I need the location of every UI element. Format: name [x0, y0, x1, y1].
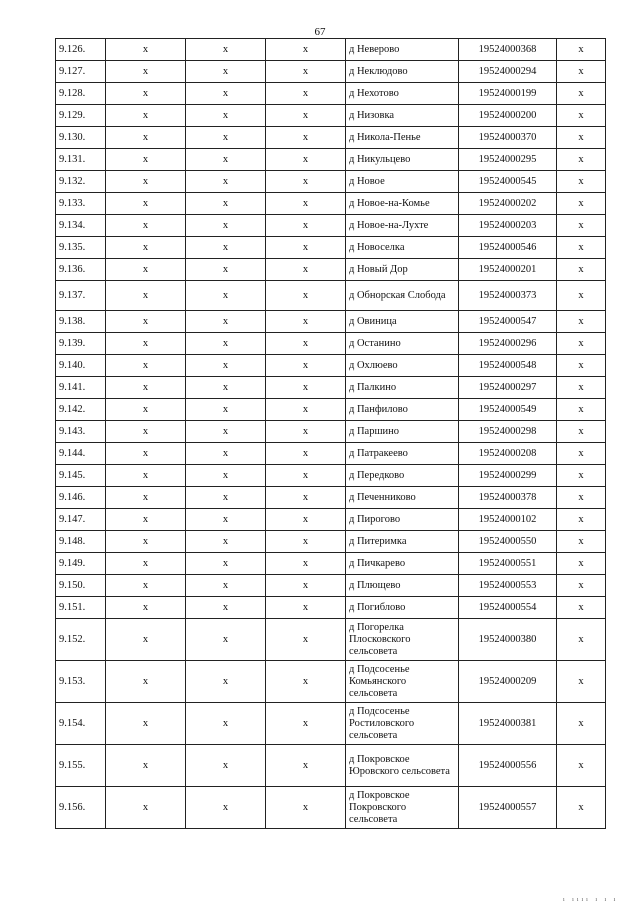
cell-mark-3: х	[266, 661, 346, 703]
cell-mark-1: х	[106, 399, 186, 421]
cell-mark-4: х	[557, 553, 606, 575]
row-number: 9.153.	[56, 661, 106, 703]
cell-mark-1: х	[106, 355, 186, 377]
cell-mark-4: х	[557, 531, 606, 553]
cell-mark-4: х	[557, 355, 606, 377]
oktmo-code: 19524000298	[459, 421, 557, 443]
cell-mark-1: х	[106, 237, 186, 259]
cell-mark-3: х	[266, 83, 346, 105]
table-row	[56, 703, 606, 745]
cell-mark-4: х	[557, 619, 606, 661]
cell-mark-2: х	[186, 553, 266, 575]
table-row	[56, 531, 606, 553]
cell-mark-2: х	[186, 105, 266, 127]
cell-mark-3: х	[266, 465, 346, 487]
row-number: 9.139.	[56, 333, 106, 355]
cell-mark-2: х	[186, 465, 266, 487]
row-number: 9.147.	[56, 509, 106, 531]
cell-mark-2: х	[186, 83, 266, 105]
settlement-name: д Покровское Покровского сельсовета	[346, 787, 459, 829]
oktmo-code: 19524000200	[459, 105, 557, 127]
table-row	[56, 281, 606, 311]
cell-mark-4: х	[557, 575, 606, 597]
cell-mark-4: х	[557, 597, 606, 619]
settlement-name: д Пирогово	[346, 509, 459, 531]
settlement-name: д Покровское Юровского сельсовета	[346, 745, 459, 787]
table-row	[56, 149, 606, 171]
cell-mark-3: х	[266, 787, 346, 829]
cell-mark-2: х	[186, 443, 266, 465]
cell-mark-4: х	[557, 787, 606, 829]
cell-mark-2: х	[186, 619, 266, 661]
row-number: 9.152.	[56, 619, 106, 661]
cell-mark-3: х	[266, 421, 346, 443]
oktmo-code: 19524000546	[459, 237, 557, 259]
table-row	[56, 193, 606, 215]
row-number: 9.133.	[56, 193, 106, 215]
cell-mark-3: х	[266, 311, 346, 333]
cell-mark-4: х	[557, 703, 606, 745]
row-number: 9.154.	[56, 703, 106, 745]
cell-mark-1: х	[106, 421, 186, 443]
row-number: 9.129.	[56, 105, 106, 127]
cell-mark-1: х	[106, 311, 186, 333]
table-row	[56, 333, 606, 355]
cell-mark-2: х	[186, 281, 266, 311]
cell-mark-2: х	[186, 355, 266, 377]
settlement-name: д Погиблово	[346, 597, 459, 619]
row-number: 9.146.	[56, 487, 106, 509]
cell-mark-2: х	[186, 237, 266, 259]
row-number: 9.140.	[56, 355, 106, 377]
cell-mark-4: х	[557, 661, 606, 703]
cell-mark-1: х	[106, 127, 186, 149]
oktmo-code: 19524000373	[459, 281, 557, 311]
cell-mark-1: х	[106, 661, 186, 703]
oktmo-code: 19524000547	[459, 311, 557, 333]
oktmo-code: 19524000299	[459, 465, 557, 487]
cell-mark-3: х	[266, 443, 346, 465]
row-number: 9.135.	[56, 237, 106, 259]
table-row	[56, 377, 606, 399]
table-row	[56, 575, 606, 597]
row-number: 9.136.	[56, 259, 106, 281]
cell-mark-1: х	[106, 465, 186, 487]
cell-mark-1: х	[106, 105, 186, 127]
table-row	[56, 259, 606, 281]
row-number: 9.126.	[56, 39, 106, 61]
cell-mark-3: х	[266, 377, 346, 399]
settlement-name: д Останино	[346, 333, 459, 355]
oktmo-code: 19524000368	[459, 39, 557, 61]
cell-mark-4: х	[557, 193, 606, 215]
row-number: 9.141.	[56, 377, 106, 399]
cell-mark-4: х	[557, 127, 606, 149]
cell-mark-2: х	[186, 787, 266, 829]
cell-mark-1: х	[106, 745, 186, 787]
cell-mark-3: х	[266, 237, 346, 259]
cell-mark-4: х	[557, 487, 606, 509]
cell-mark-1: х	[106, 509, 186, 531]
cell-mark-3: х	[266, 61, 346, 83]
oktmo-code: 19524000370	[459, 127, 557, 149]
settlement-name: д Никола-Пенье	[346, 127, 459, 149]
settlement-name: д Подсосенье Комьянского сельсовета	[346, 661, 459, 703]
cell-mark-1: х	[106, 149, 186, 171]
settlement-name: д Пичкарево	[346, 553, 459, 575]
cell-mark-1: х	[106, 619, 186, 661]
cell-mark-1: х	[106, 333, 186, 355]
cell-mark-4: х	[557, 149, 606, 171]
table-row	[56, 787, 606, 829]
cell-mark-2: х	[186, 509, 266, 531]
cell-mark-4: х	[557, 465, 606, 487]
cell-mark-4: х	[557, 61, 606, 83]
oktmo-code: 19524000295	[459, 149, 557, 171]
row-number: 9.128.	[56, 83, 106, 105]
cell-mark-2: х	[186, 193, 266, 215]
row-number: 9.131.	[56, 149, 106, 171]
settlement-name: д Новое	[346, 171, 459, 193]
row-number: 9.132.	[56, 171, 106, 193]
table-body	[56, 39, 606, 829]
cell-mark-4: х	[557, 509, 606, 531]
row-number: 9.148.	[56, 531, 106, 553]
cell-mark-2: х	[186, 215, 266, 237]
oktmo-code: 19524000557	[459, 787, 557, 829]
cell-mark-2: х	[186, 39, 266, 61]
cell-mark-2: х	[186, 575, 266, 597]
cell-mark-2: х	[186, 745, 266, 787]
table-row	[56, 311, 606, 333]
cell-mark-2: х	[186, 127, 266, 149]
table-row	[56, 83, 606, 105]
table-row	[56, 39, 606, 61]
cell-mark-1: х	[106, 487, 186, 509]
row-number: 9.150.	[56, 575, 106, 597]
scan-marks: ı ıııı ı ı ı	[563, 897, 619, 903]
row-number: 9.137.	[56, 281, 106, 311]
cell-mark-2: х	[186, 421, 266, 443]
settlement-name: д Никульцево	[346, 149, 459, 171]
cell-mark-3: х	[266, 531, 346, 553]
oktmo-code: 19524000102	[459, 509, 557, 531]
row-number: 9.134.	[56, 215, 106, 237]
cell-mark-3: х	[266, 171, 346, 193]
table-row	[56, 215, 606, 237]
oktmo-code: 19524000208	[459, 443, 557, 465]
cell-mark-4: х	[557, 215, 606, 237]
cell-mark-1: х	[106, 215, 186, 237]
row-number: 9.144.	[56, 443, 106, 465]
row-number: 9.145.	[56, 465, 106, 487]
oktmo-code: 19524000554	[459, 597, 557, 619]
cell-mark-4: х	[557, 399, 606, 421]
cell-mark-3: х	[266, 333, 346, 355]
settlement-name: д Новое-на-Комье	[346, 193, 459, 215]
cell-mark-1: х	[106, 377, 186, 399]
cell-mark-3: х	[266, 149, 346, 171]
oktmo-code: 19524000378	[459, 487, 557, 509]
table-row	[56, 237, 606, 259]
table-row	[56, 619, 606, 661]
cell-mark-3: х	[266, 281, 346, 311]
cell-mark-4: х	[557, 39, 606, 61]
cell-mark-2: х	[186, 487, 266, 509]
cell-mark-3: х	[266, 575, 346, 597]
row-number: 9.155.	[56, 745, 106, 787]
table-row	[56, 171, 606, 193]
cell-mark-4: х	[557, 311, 606, 333]
cell-mark-3: х	[266, 215, 346, 237]
row-number: 9.127.	[56, 61, 106, 83]
cell-mark-1: х	[106, 39, 186, 61]
oktmo-code: 19524000203	[459, 215, 557, 237]
table-row	[56, 355, 606, 377]
cell-mark-1: х	[106, 281, 186, 311]
row-number: 9.151.	[56, 597, 106, 619]
cell-mark-3: х	[266, 105, 346, 127]
table-row	[56, 127, 606, 149]
settlement-name: д Питеримка	[346, 531, 459, 553]
cell-mark-3: х	[266, 597, 346, 619]
table-row	[56, 465, 606, 487]
row-number: 9.138.	[56, 311, 106, 333]
settlement-name: д Панфилово	[346, 399, 459, 421]
table-row	[56, 399, 606, 421]
cell-mark-3: х	[266, 703, 346, 745]
cell-mark-3: х	[266, 487, 346, 509]
table-row	[56, 61, 606, 83]
cell-mark-2: х	[186, 171, 266, 193]
oktmo-code: 19524000201	[459, 259, 557, 281]
oktmo-code: 19524000297	[459, 377, 557, 399]
cell-mark-1: х	[106, 171, 186, 193]
cell-mark-2: х	[186, 259, 266, 281]
cell-mark-4: х	[557, 745, 606, 787]
cell-mark-2: х	[186, 597, 266, 619]
cell-mark-1: х	[106, 83, 186, 105]
table-row	[56, 661, 606, 703]
oktmo-code: 19524000380	[459, 619, 557, 661]
table-row	[56, 105, 606, 127]
table-row	[56, 421, 606, 443]
settlement-name: д Овиница	[346, 311, 459, 333]
table-row	[56, 509, 606, 531]
settlement-name: д Погорелка Плосковского сельсовета	[346, 619, 459, 661]
cell-mark-1: х	[106, 575, 186, 597]
oktmo-code: 19524000548	[459, 355, 557, 377]
row-number: 9.142.	[56, 399, 106, 421]
cell-mark-2: х	[186, 311, 266, 333]
cell-mark-3: х	[266, 259, 346, 281]
cell-mark-3: х	[266, 745, 346, 787]
cell-mark-3: х	[266, 553, 346, 575]
cell-mark-4: х	[557, 237, 606, 259]
cell-mark-1: х	[106, 597, 186, 619]
cell-mark-2: х	[186, 149, 266, 171]
settlement-name: д Передково	[346, 465, 459, 487]
settlement-name: д Новый Дор	[346, 259, 459, 281]
cell-mark-3: х	[266, 193, 346, 215]
cell-mark-4: х	[557, 443, 606, 465]
cell-mark-3: х	[266, 399, 346, 421]
cell-mark-3: х	[266, 509, 346, 531]
cell-mark-1: х	[106, 259, 186, 281]
oktmo-code: 19524000209	[459, 661, 557, 703]
oktmo-code: 19524000551	[459, 553, 557, 575]
cell-mark-2: х	[186, 661, 266, 703]
cell-mark-4: х	[557, 377, 606, 399]
row-number: 9.156.	[56, 787, 106, 829]
settlement-name: д Охлюево	[346, 355, 459, 377]
settlement-name: д Патракеево	[346, 443, 459, 465]
oktmo-code: 19524000545	[459, 171, 557, 193]
settlement-name: д Новоселка	[346, 237, 459, 259]
settlement-name: д Подсосенье Ростиловского сельсовета	[346, 703, 459, 745]
cell-mark-2: х	[186, 399, 266, 421]
table-row	[56, 443, 606, 465]
oktmo-code: 19524000550	[459, 531, 557, 553]
cell-mark-3: х	[266, 355, 346, 377]
cell-mark-4: х	[557, 421, 606, 443]
cell-mark-4: х	[557, 333, 606, 355]
cell-mark-4: х	[557, 259, 606, 281]
cell-mark-4: х	[557, 171, 606, 193]
settlement-name: д Новое-на-Лухте	[346, 215, 459, 237]
oktmo-code: 19524000202	[459, 193, 557, 215]
table-row	[56, 553, 606, 575]
cell-mark-1: х	[106, 703, 186, 745]
oktmo-code: 19524000294	[459, 61, 557, 83]
settlement-name: д Палкино	[346, 377, 459, 399]
settlement-name: д Нехотово	[346, 83, 459, 105]
cell-mark-3: х	[266, 39, 346, 61]
table-row	[56, 597, 606, 619]
settlement-name: д Печенниково	[346, 487, 459, 509]
settlement-name: д Неверово	[346, 39, 459, 61]
page-number: 67	[314, 26, 326, 38]
row-number: 9.143.	[56, 421, 106, 443]
oktmo-code: 19524000553	[459, 575, 557, 597]
cell-mark-2: х	[186, 61, 266, 83]
oktmo-code: 19524000556	[459, 745, 557, 787]
row-number: 9.130.	[56, 127, 106, 149]
cell-mark-1: х	[106, 531, 186, 553]
cell-mark-2: х	[186, 377, 266, 399]
settlement-table	[55, 38, 606, 829]
settlement-name: д Обнорская Слобода	[346, 281, 459, 311]
cell-mark-1: х	[106, 787, 186, 829]
cell-mark-2: х	[186, 703, 266, 745]
cell-mark-2: х	[186, 531, 266, 553]
cell-mark-1: х	[106, 61, 186, 83]
settlement-name: д Плющево	[346, 575, 459, 597]
cell-mark-1: х	[106, 193, 186, 215]
cell-mark-3: х	[266, 619, 346, 661]
oktmo-code: 19524000381	[459, 703, 557, 745]
cell-mark-1: х	[106, 443, 186, 465]
table-row	[56, 487, 606, 509]
oktmo-code: 19524000199	[459, 83, 557, 105]
settlement-name: д Низовка	[346, 105, 459, 127]
row-number: 9.149.	[56, 553, 106, 575]
table-row	[56, 745, 606, 787]
cell-mark-3: х	[266, 127, 346, 149]
oktmo-code: 19524000296	[459, 333, 557, 355]
cell-mark-4: х	[557, 105, 606, 127]
cell-mark-2: х	[186, 333, 266, 355]
oktmo-code: 19524000549	[459, 399, 557, 421]
cell-mark-4: х	[557, 83, 606, 105]
cell-mark-4: х	[557, 281, 606, 311]
cell-mark-1: х	[106, 553, 186, 575]
settlement-name: д Паршино	[346, 421, 459, 443]
settlement-name: д Неклюдово	[346, 61, 459, 83]
